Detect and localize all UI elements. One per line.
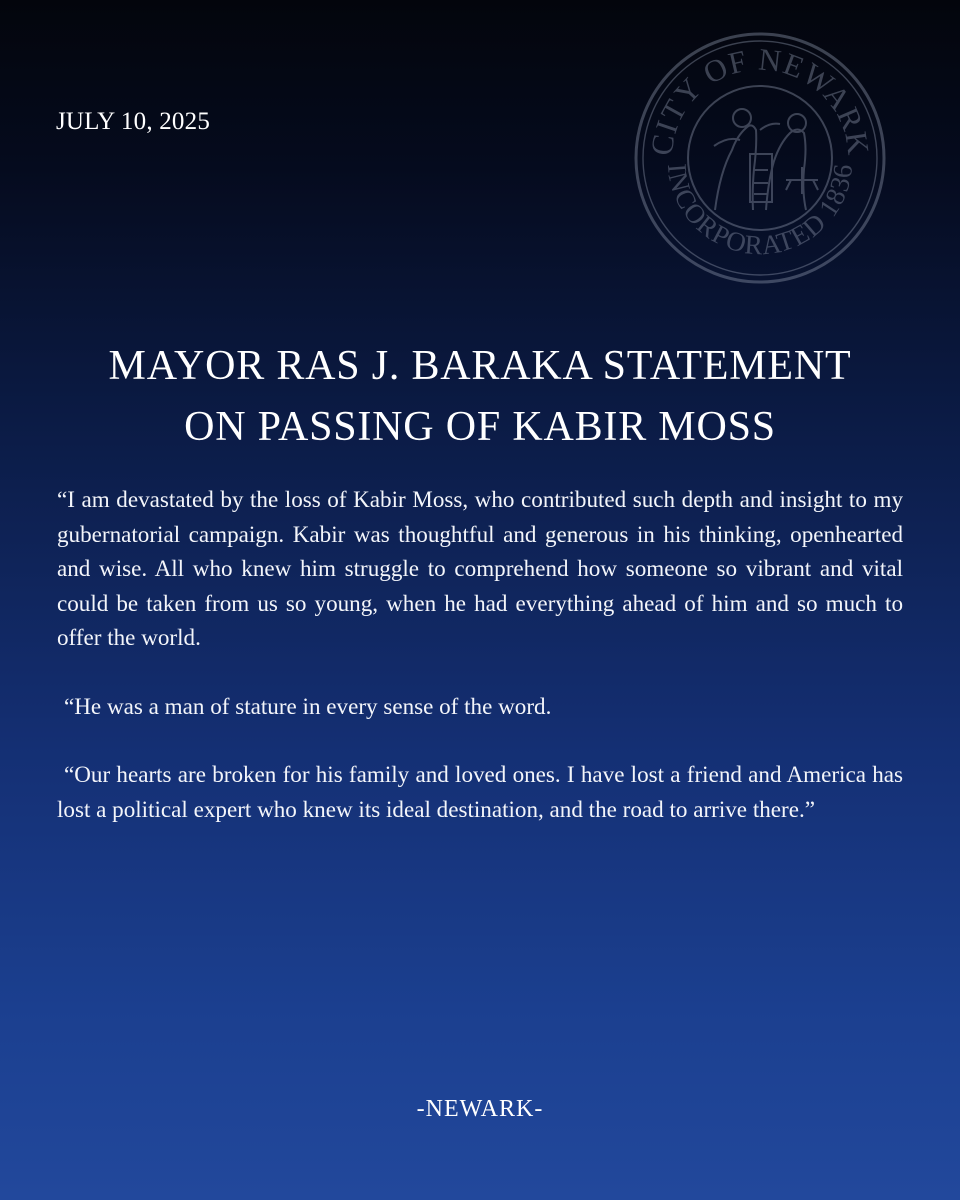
date-text: JULY 10, 2025 xyxy=(56,108,211,135)
title-line-2: ON PASSING OF KABIR MOSS xyxy=(184,404,776,450)
svg-text:INCORPORATED 1836: INCORPORATED 1836 xyxy=(661,161,859,261)
statement-body xyxy=(57,482,903,826)
statement-title xyxy=(40,336,920,458)
title-line-1: MAYOR RAS J. BARAKA STATEMENT xyxy=(108,343,852,389)
svg-text:CITY OF NEWARK: CITY OF NEWARK xyxy=(643,41,877,158)
statement-paragraph-3: “Our hearts are broken for his family and loved ones. I have lost a friend and America has lost a political expert who knew its ideal destination, and the road to arrive there.” xyxy=(57,761,903,822)
signoff-text: -NEWARK- xyxy=(416,1096,544,1122)
statement-paragraph-2: “He was a man of stature in every sense of the word. xyxy=(64,692,552,719)
city-seal-logo xyxy=(620,22,900,292)
statement-paragraph-1: “I am devastated by the loss of Kabir Moss, who contributed such depth and insight to my gubernatorial campaign. Kabir was thoughtful and generous in his thinking, openhearted and wise. All who knew him struggle to comprehend how someone so vibrant and vital could be taken from us so young, when he had everything ahead of him and so much to offer the world. xyxy=(57,486,903,650)
